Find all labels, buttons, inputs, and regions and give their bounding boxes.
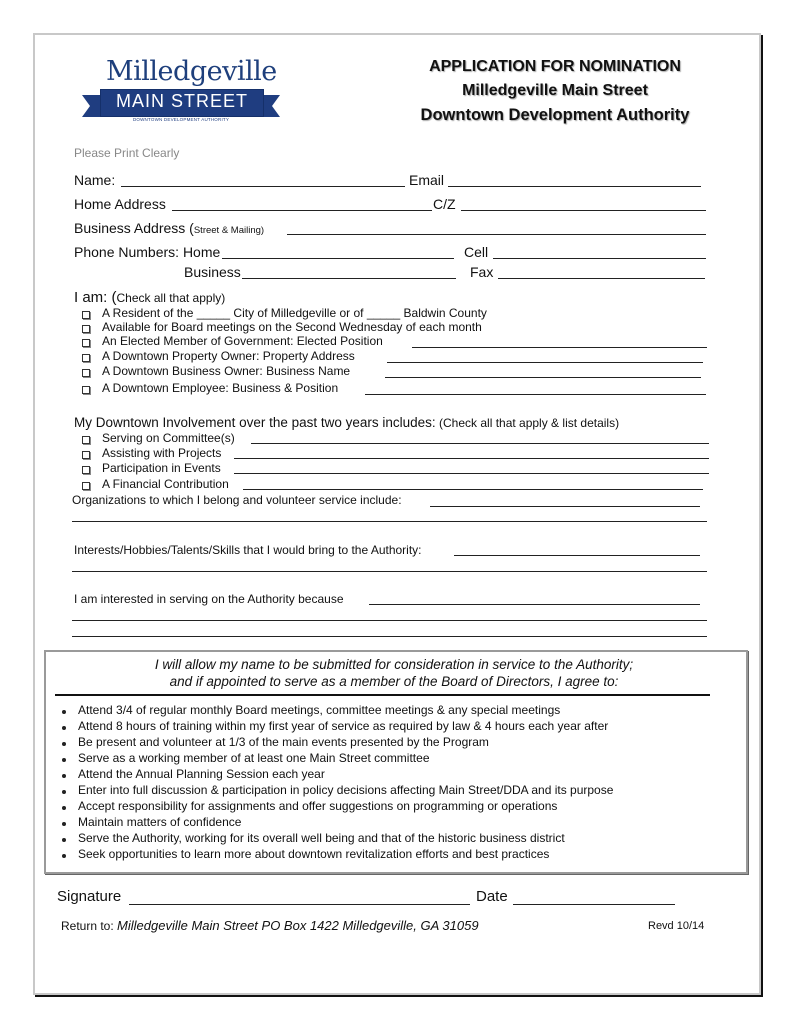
elected-label: An Elected Member of Government: Elected Position	[102, 334, 383, 348]
logo-banner-text: MAIN STREET	[115, 91, 248, 111]
involvement-heading: My Downtown Involvement over the past two years includes: (Check all that apply & list details)	[74, 415, 620, 430]
business-address-field[interactable]	[287, 234, 706, 235]
fax-label: Fax	[470, 264, 494, 280]
committee-field[interactable]	[251, 443, 709, 444]
agreement-line-2: and if appointed to serve as a member of the Board of Directors, I agree to:	[169, 674, 619, 689]
interests-label: Interests/Hobbies/Talents/Skills that I would bring to the Authority:	[74, 543, 422, 557]
cell-field[interactable]	[493, 258, 706, 259]
i-am-heading: I am: (Check all that apply)	[74, 289, 226, 306]
date-label: Date	[476, 888, 508, 905]
interests-field[interactable]	[454, 555, 700, 556]
agreement-item: Be present and volunteer at 1/3 of the main events presented by the Program	[78, 735, 489, 749]
interests-field-2[interactable]	[72, 571, 707, 572]
fax-field[interactable]	[498, 278, 705, 279]
date-field[interactable]	[513, 904, 675, 905]
bullet-icon	[62, 854, 66, 858]
bullet-icon	[62, 774, 66, 778]
revision-label: Revd 10/14	[648, 920, 705, 932]
employee-checkbox[interactable]	[82, 386, 90, 394]
bullet-icon	[62, 710, 66, 714]
financial-label: A Financial Contribution	[102, 477, 229, 491]
bullet-icon	[62, 742, 66, 746]
return-address: Return to: Milledgeville Main Street PO Box 1422 Milledgeville, GA 31059	[61, 918, 479, 933]
business-owner-label: A Downtown Business Owner: Business Name	[102, 364, 351, 378]
events-field[interactable]	[234, 473, 709, 474]
agreement-line-1: I will allow my name to be submitted for consideration in service to the Authority;	[154, 657, 634, 672]
agreement-item: Attend the Annual Planning Session each year	[78, 767, 325, 781]
phone-business-field[interactable]	[242, 278, 456, 279]
business-name-field[interactable]	[385, 377, 701, 378]
cz-field[interactable]	[461, 210, 706, 211]
logo-wordmark: Milledgeville	[106, 56, 277, 87]
events-label: Participation in Events	[102, 461, 221, 475]
business-address-label: Business Address (Street & Mailing)	[74, 220, 265, 236]
resident-label: A Resident of the _____ City of Milledgeville or of _____ Baldwin County	[102, 306, 487, 320]
cell-label: Cell	[464, 244, 489, 260]
home-address-field[interactable]	[172, 210, 432, 211]
committee-label: Serving on Committee(s)	[102, 431, 235, 445]
phone-home-field[interactable]	[222, 258, 454, 259]
logo-banner	[82, 89, 280, 117]
financial-field[interactable]	[243, 489, 703, 490]
elected-checkbox[interactable]	[82, 339, 90, 347]
organizations-label: Organizations to which I belong and volunteer service include:	[72, 493, 402, 507]
projects-checkbox[interactable]	[82, 451, 90, 459]
bullet-icon	[62, 822, 66, 826]
agreement-item: Accept responsibility for assignments and offer suggestions on programming or operations	[78, 799, 558, 813]
phone-home-label: Phone Numbers: Home	[74, 244, 221, 260]
committee-checkbox[interactable]	[82, 436, 90, 444]
reason-field-3[interactable]	[72, 636, 707, 637]
bullet-icon	[62, 726, 66, 730]
bullet-icon	[62, 806, 66, 810]
elected-position-field[interactable]	[412, 347, 707, 348]
business-address-note: Street & Mailing)	[193, 225, 265, 236]
signature-label: Signature	[57, 888, 122, 905]
events-checkbox[interactable]	[82, 466, 90, 474]
home-address-label: Home Address	[74, 196, 166, 212]
agreement-item: Seek opportunities to learn more about downtown revitalization efforts and best practices	[78, 847, 550, 861]
business-owner-checkbox[interactable]	[82, 369, 90, 377]
projects-field[interactable]	[234, 458, 709, 459]
reason-field[interactable]	[369, 604, 700, 605]
agreement-item: Serve the Authority, working for its overall well being and that of the historic business district	[78, 831, 565, 845]
cz-label: C/Z	[433, 196, 456, 212]
projects-label: Assisting with Projects	[102, 446, 222, 460]
name-field[interactable]	[121, 186, 405, 187]
agreement-item: Attend 8 hours of training within my first year of service as required by law & 4 hours each year after	[78, 719, 609, 733]
bullet-icon	[62, 838, 66, 842]
property-address-field[interactable]	[387, 362, 703, 363]
resident-checkbox[interactable]	[82, 311, 90, 319]
instructions-text: Please Print Clearly	[74, 146, 180, 160]
email-label: Email	[409, 172, 445, 188]
phone-business-label: Business	[184, 264, 241, 280]
financial-checkbox[interactable]	[82, 482, 90, 490]
organizations-field-2[interactable]	[72, 521, 707, 522]
email-field[interactable]	[448, 186, 701, 187]
available-checkbox[interactable]	[82, 325, 90, 333]
form-subtitle-1: Milledgeville Main Street	[462, 82, 648, 99]
bullet-icon	[62, 758, 66, 762]
available-label: Available for Board meetings on the Second Wednesday of each month	[102, 320, 482, 334]
logo-tagline: DOWNTOWN DEVELOPMENT AUTHORITY	[132, 117, 230, 122]
employee-label: A Downtown Employee: Business & Position	[102, 381, 339, 395]
bullet-icon	[62, 790, 66, 794]
form-title: APPLICATION FOR NOMINATION	[429, 58, 681, 75]
property-owner-label: A Downtown Property Owner: Property Address	[102, 349, 355, 363]
reason-field-2[interactable]	[72, 620, 707, 621]
agreement-item: Serve as a working member of at least one Main Street committee	[78, 751, 430, 765]
signature-field[interactable]	[129, 904, 470, 905]
form-subtitle-2: Downtown Development Authority	[420, 106, 690, 124]
name-label: Name:	[74, 172, 116, 188]
agreement-item: Attend 3/4 of regular monthly Board meetings, committee meetings & any special meetings	[78, 703, 561, 717]
business-position-field[interactable]	[365, 394, 706, 395]
agreement-item: Enter into full discussion & participation in policy decisions affecting Main Street/DDA and its purpose	[78, 783, 614, 797]
agreement-item: Maintain matters of confidence	[78, 815, 242, 829]
agreement-divider	[55, 694, 710, 696]
property-owner-checkbox[interactable]	[82, 354, 90, 362]
reason-label: I am interested in serving on the Authority because	[74, 592, 344, 606]
organizations-field[interactable]	[430, 506, 700, 507]
